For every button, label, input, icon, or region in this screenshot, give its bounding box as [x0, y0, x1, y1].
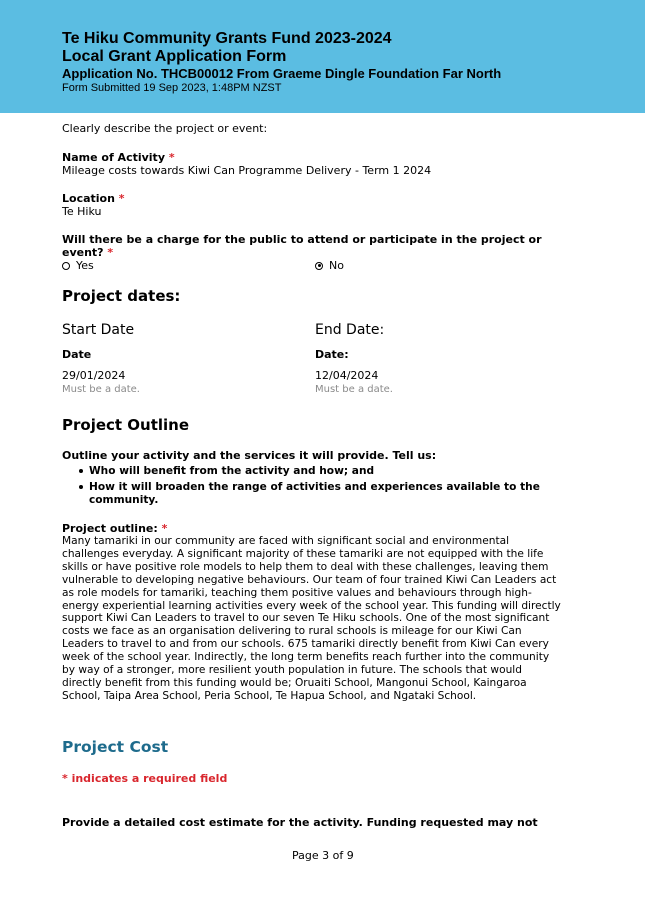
activity-label: [62, 151, 175, 164]
page-number: Page 3 of 9: [292, 849, 354, 862]
project-outline-heading: Project Outline: [62, 416, 190, 434]
bullet-text: Who will benefit from the activity and how; and: [89, 465, 375, 477]
bullet-icon: [79, 469, 83, 473]
end-date-value: 12/04/2024: [315, 369, 379, 382]
activity-label-text: Name of Activity: [62, 151, 165, 164]
end-date-heading: End Date:: [315, 322, 385, 338]
charge-question-text: event?: [62, 246, 104, 259]
location-value: Te Hiku: [62, 205, 102, 218]
outline-label-text: Project outline:: [62, 522, 158, 535]
radio-unchecked-icon: [62, 262, 70, 270]
radio-no-label: No: [329, 259, 344, 272]
bullet-item: [79, 481, 540, 493]
application-number: Application No. THCB00012 From Graeme Dingle Foundation Far North: [62, 66, 502, 81]
bullet-icon: [79, 485, 83, 489]
start-date-hint: Must be a date.: [62, 384, 140, 395]
location-label-text: Location: [62, 192, 115, 205]
required-mark: *: [168, 151, 175, 164]
start-date-value: 29/01/2024: [62, 369, 126, 382]
project-dates-heading: Project dates:: [62, 287, 181, 305]
required-mark: *: [118, 192, 125, 205]
radio-yes-label: Yes: [76, 259, 94, 272]
header-band: [0, 0, 645, 113]
submitted-date: Form Submitted 19 Sep 2023, 1:48PM NZST: [62, 82, 282, 94]
charge-question-line1: Will there be a charge for the public to attend or participate in the project or: [62, 233, 542, 246]
radio-checked-icon: [315, 262, 323, 270]
end-date-label: Date:: [315, 348, 349, 361]
radio-yes[interactable]: [62, 259, 94, 272]
required-mark: *: [161, 522, 168, 535]
bullet-text: How it will broaden the range of activities and experiences available to the: [89, 481, 540, 493]
location-label: [62, 192, 125, 205]
intro-text: Clearly describe the project or event:: [62, 122, 268, 135]
start-date-label: Date: [62, 348, 92, 361]
bullet-continuation: community.: [89, 494, 159, 506]
radio-no[interactable]: [315, 259, 344, 272]
bullet-item: [79, 465, 374, 477]
charge-question-line2: [62, 246, 113, 259]
project-cost-heading: Project Cost: [62, 738, 169, 756]
form-title: Te Hiku Community Grants Fund 2023-2024: [62, 30, 392, 47]
outline-text: Many tamariki in our community are faced with significant social and environmental challenges everyday. A significant majority of these tamariki are not equipped with the life skills or have positive role models to help them to deal with these challenges, leaving them vulnerable to developing negative behaviours. Our team of four trained Kiwi Can Leaders act as role models for tamariki, teaching them positive values and behaviours through high-energy experiential learning activities every week of the school year. This funding will directly support Kiwi Can Leaders to travel to our seven Te Hiku schools. One of the most significant costs we face as an organisation delivering to rural schools is mileage for our Kiwi Can Leaders to travel to and from our schools. 675 tamariki directly benefit from Kiwi Can every week of the school year. Indirectly, the long term benefits reach further into the community by way of a stronger, more resilient youth population in future. The schools that would directly benefit from this funding would be; Oruaiti School, Mangonui School, Kaingaroa School, Taipa Area School, Peria School, Te Hapua School, and Ngataki School.: [62, 535, 561, 702]
required-mark: *: [107, 246, 114, 259]
end-date-hint: Must be a date.: [315, 384, 393, 395]
start-date-heading: Start Date: [62, 322, 135, 338]
required-field-note: * indicates a required field: [62, 772, 228, 785]
cost-instruction: Provide a detailed cost estimate for the activity. Funding requested may not: [62, 816, 538, 829]
activity-value: Mileage costs towards Kiwi Can Programme Delivery - Term 1 2024: [62, 164, 432, 177]
outline-label: [62, 522, 167, 535]
outline-instruction: Outline your activity and the services it will provide. Tell us:: [62, 449, 437, 462]
form-subtitle: Local Grant Application Form: [62, 48, 287, 65]
